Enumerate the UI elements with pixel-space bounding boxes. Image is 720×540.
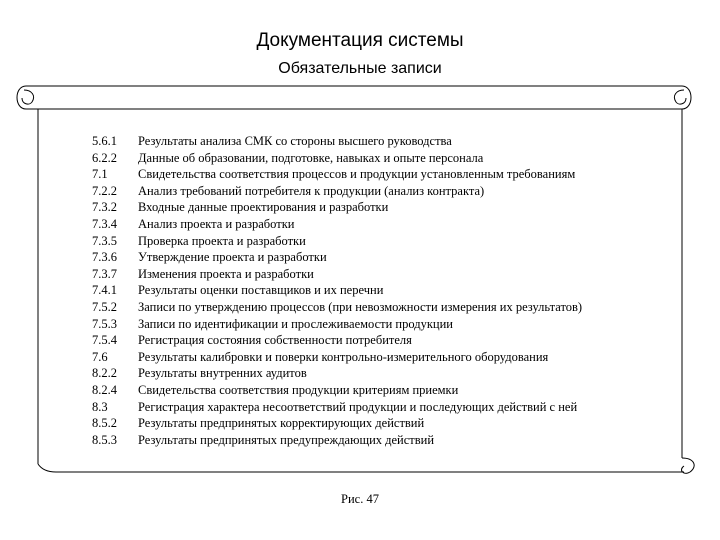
record-code: 7.1 bbox=[92, 167, 108, 182]
record-code: 7.4.1 bbox=[92, 283, 117, 298]
record-row bbox=[92, 150, 682, 167]
record-row bbox=[92, 183, 682, 200]
record-text: Анализ требований потребителя к продукции (анализ контракта) bbox=[138, 183, 485, 198]
record-row bbox=[92, 382, 682, 399]
records-list bbox=[92, 133, 682, 448]
record-code: 7.6 bbox=[92, 349, 108, 364]
record-code: 7.2.2 bbox=[92, 183, 117, 198]
record-row bbox=[92, 199, 682, 216]
record-code: 8.5.2 bbox=[92, 416, 117, 431]
record-row bbox=[92, 365, 682, 382]
record-text: Свидетельства соответствия процессов и продукции установленным требованиям bbox=[138, 167, 576, 182]
record-text: Результаты калибровки и поверки контрольно-измерительного оборудования bbox=[138, 349, 549, 364]
record-code: 8.2.2 bbox=[92, 366, 117, 381]
record-row bbox=[92, 133, 682, 150]
record-row bbox=[92, 415, 682, 432]
record-row bbox=[92, 249, 682, 266]
record-code: 7.3.6 bbox=[92, 250, 117, 265]
record-text: Записи по идентификации и прослеживаемости продукции bbox=[138, 316, 453, 331]
record-row bbox=[92, 166, 682, 183]
record-row bbox=[92, 316, 682, 333]
record-text: Результаты внутренних аудитов bbox=[138, 366, 307, 381]
record-text: Записи по утверждению процессов (при невозможности измерения их результатов) bbox=[138, 299, 583, 314]
record-row bbox=[92, 233, 682, 250]
record-code: 7.5.4 bbox=[92, 333, 117, 348]
record-code: 7.3.5 bbox=[92, 233, 117, 248]
page-subtitle: Обязательные записи bbox=[278, 60, 442, 77]
record-text: Свидетельства соответствия продукции критериям приемки bbox=[138, 382, 459, 397]
record-code: 7.3.2 bbox=[92, 200, 117, 215]
record-code: 8.5.3 bbox=[92, 432, 117, 447]
record-code: 5.6.1 bbox=[92, 134, 117, 148]
record-code: 7.3.7 bbox=[92, 266, 117, 281]
record-code: 6.2.2 bbox=[92, 150, 117, 165]
record-text: Проверка проекта и разработки bbox=[138, 233, 306, 248]
record-code: 8.2.4 bbox=[92, 382, 117, 397]
record-text: Входные данные проектирования и разработки bbox=[138, 200, 389, 215]
figure-caption: Рис. 47 bbox=[341, 492, 379, 506]
record-row bbox=[92, 432, 682, 449]
record-text: Утверждение проекта и разработки bbox=[138, 250, 327, 265]
record-row bbox=[92, 299, 682, 316]
record-code: 8.3 bbox=[92, 399, 108, 414]
record-text: Результаты анализа СМК со стороны высшего руководства bbox=[138, 134, 452, 148]
record-row bbox=[92, 282, 682, 299]
record-text: Результаты предпринятых корректирующих действий bbox=[138, 416, 425, 431]
record-text: Регистрация характера несоответствий продукции и последующих действий с ней bbox=[138, 399, 578, 414]
page-title: Документация системы bbox=[256, 30, 464, 51]
record-text: Анализ проекта и разработки bbox=[138, 216, 295, 231]
record-row bbox=[92, 266, 682, 283]
record-text: Результаты оценки поставщиков и их перечни bbox=[138, 283, 384, 298]
record-text: Регистрация состояния собственности потребителя bbox=[138, 333, 412, 348]
record-text: Результаты предпринятых предупреждающих действий bbox=[138, 432, 435, 447]
record-row bbox=[92, 332, 682, 349]
record-text: Данные об образовании, подготовке, навыках и опыте персонала bbox=[138, 150, 484, 165]
record-code: 7.5.3 bbox=[92, 316, 117, 331]
record-code: 7.5.2 bbox=[92, 299, 117, 314]
record-row bbox=[92, 349, 682, 366]
record-row bbox=[92, 216, 682, 233]
record-code: 7.3.4 bbox=[92, 216, 117, 231]
record-text: Изменения проекта и разработки bbox=[138, 266, 314, 281]
record-row bbox=[92, 399, 682, 416]
